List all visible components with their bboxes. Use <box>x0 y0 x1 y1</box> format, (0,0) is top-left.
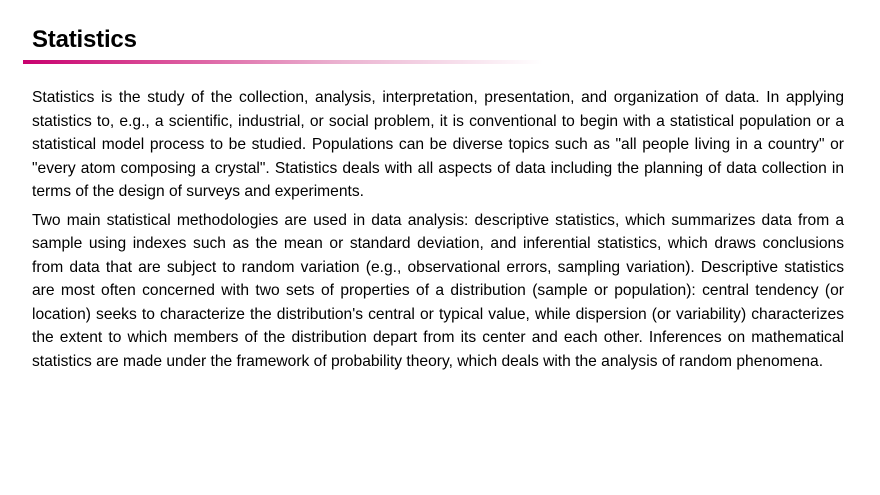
paragraph: Statistics is the study of the collection, analysis, interpretation, presentation, and organization of data. In applying statistics to, e.g., a scientific, industrial, or social problem, it is conventional to begin with a statistical population or a statistical model process to be studied. Populations can be diverse topics such as "all people living in a country" or "every atom composing a crystal". Statistics deals with all aspects of data including the planning of data collection in terms of the design of surveys and experiments. <box>32 89 844 200</box>
slide-title: Statistics <box>32 26 137 53</box>
title-underline <box>23 60 543 64</box>
slide-body <box>32 86 844 378</box>
paragraph: Two main statistical methodologies are used in data analysis: descriptive statistics, which summarizes data from a sample using indexes such as the mean or standard deviation, and inferential statistics, which draws conclusions from data that are subject to random variation (e.g., observational errors, sampling variation). Descriptive statistics are most often concerned with two sets of properties of a distribution (sample or population): central tendency (or location) seeks to characterize the distribution's central or typical value, while dispersion (or variability) characterizes the extent to which members of the distribution depart from its center and each other. Inferences on mathematical statistics are made under the framework of probability theory, which deals with the analysis of random phenomena. <box>32 211 844 370</box>
